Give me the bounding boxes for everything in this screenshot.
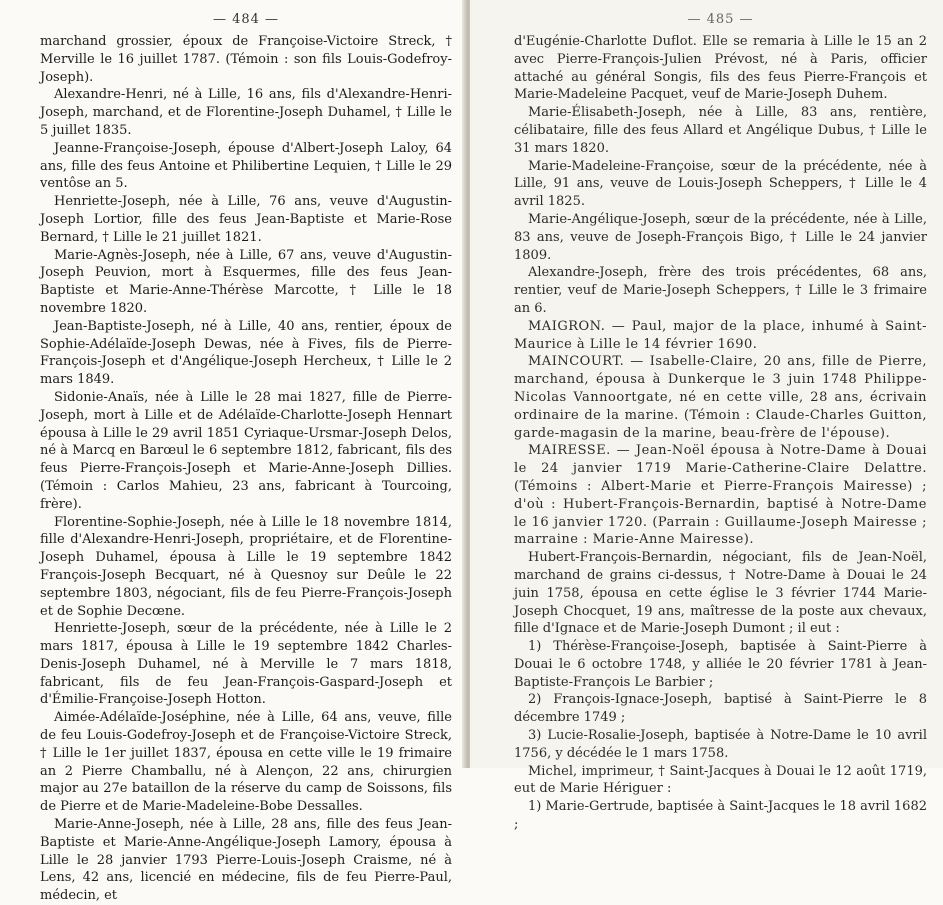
right-paragraph: 1) Marie-Gertrude, baptisée à Saint-Jacques le 18 avril 1682 ; xyxy=(514,799,927,833)
right-paragraph: Michel, imprimeur, † Saint-Jacques à Douai le 12 août 1719, eut de Marie Hériguer : xyxy=(514,763,927,797)
right-paragraph: d'Eugénie-Charlotte Duflot. Elle se remaria à Lille le 15 an 2 avec Pierre-François-Julien Prévost, né à Paris, officier attaché au général Songis, fils des feus Pierre-François et Marie-Madeleine Pacquet, veuf de Marie-Joseph Duhem. xyxy=(514,34,927,103)
right-page xyxy=(470,0,943,833)
right-paragraph: 2) François-Ignace-Joseph, baptisé à Saint-Pierre le 8 décembre 1749 ; xyxy=(514,692,927,726)
right-paragraph: Marie-Élisabeth-Joseph, née à Lille, 83 ans, rentière, célibataire, fille des feus Allard et Angélique Dubus, † Lille le 31 mars 1820. xyxy=(514,105,927,156)
page-number-right: — 485 — xyxy=(687,12,754,27)
left-paragraph: Marie-Anne-Joseph, née à Lille, 28 ans, fille des feus Jean-Baptiste et Marie-Anne-Angélique-Joseph Lamory, épousa à Lille le 28 janvier 1793 Pierre-Louis-Joseph Craisme, né à Lens, 42 ans, licencié en médecine, fils de feu Pierre-Paul, médecin, et xyxy=(40,817,452,904)
right-paragraph: 1) Thérèse-Françoise-Joseph, baptisée à Saint-Pierre à Douai le 6 octobre 1748, y alliée le 20 février 1781 à Jean-Baptiste-François Le Barbier ; xyxy=(514,639,927,690)
left-page xyxy=(0,0,466,904)
left-paragraph: marchand grossier, époux de Françoise-Victoire Streck, † Merville le 16 juillet 1787. (Témoin : son fils Louis-Godefroy-Joseph). xyxy=(40,34,452,85)
left-paragraph: Henriette-Joseph, sœur de la précédente, née à Lille le 2 mars 1817, épousa à Lille le 19 septembre 1842 Charles-Denis-Joseph Duhamel, né à Merville le 7 mars 1818, fabricant, fils de feu Jean-François-Gaspard-Joseph et d'Émilie-Françoise-Joseph Hotton. xyxy=(40,621,452,708)
right-paragraph: MAIRESSE. — Jean-Noël épousa à Notre-Dame à Douai le 24 janvier 1719 Marie-Catherine-Claire Delattre. (Témoins : Albert-Marie et Pierre-François Mairesse) ; d'où : Hubert-François-Bernardin, baptisé à Notre-Dame le 16 janvier 1720. (Parrain : Guillaume-Joseph Mairesse ; marraine : Marie-Anne Mairesse). xyxy=(514,443,927,548)
left-paragraph: Marie-Agnès-Joseph, née à Lille, 67 ans, veuve d'Augustin-Joseph Peuvion, mort à Esquermes, fille des feus Jean-Baptiste et Marie-Anne-Thérèse Marcotte, † Lille le 18 novembre 1820. xyxy=(40,247,452,316)
right-paragraph: Alexandre-Joseph, frère des trois précédentes, 68 ans, rentier, veuf de Marie-Joseph Scheppers, † Lille le 3 frimaire an 6. xyxy=(514,265,927,316)
left-paragraph: Florentine-Sophie-Joseph, née à Lille le 18 novembre 1814, fille d'Alexandre-Henri-Joseph, propriétaire, et de Florentine-Joseph Duhamel, épousa à Lille le 19 septembre 1842 François-Joseph Becquart, né à Quesnoy sur Deûle le 22 septembre 1803, négociant, fils de feu Pierre-François-Joseph et de Sophie Decœne. xyxy=(40,514,452,619)
left-paragraph: Jeanne-Françoise-Joseph, épouse d'Albert-Joseph Laloy, 64 ans, fille des feus Antoine et Philibertine Lequien, † Lille le 29 ventôse an 5. xyxy=(40,140,452,192)
left-paragraph: Aimée-Adélaïde-Joséphine, née à Lille, 64 ans, veuve, fille de feu Louis-Godefroy-Joseph et de Françoise-Victoire Streck, † Lille le 1er juillet 1837, épousa en cette ville le 19 frimaire an 2 Pierre Chamballu, né à Alençon, 22 ans, chirurgien major au 27e bataillon de la réserve du camp de Soissons, fils de Pierre et de Marie-Madeleine-Bobe Dessalles. xyxy=(40,710,452,815)
left-paragraph: Alexandre-Henri, né à Lille, 16 ans, fils d'Alexandre-Henri-Joseph, marchand, et de Florentine-Joseph Duhamel, † Lille le 5 juillet 1835. xyxy=(40,87,452,138)
right-paragraph: Marie-Madeleine-Françoise, sœur de la précédente, née à Lille, 91 ans, veuve de Louis-Joseph Scheppers, † Lille le 4 avril 1825. xyxy=(514,158,927,210)
right-paragraph: MAIGRON. — Paul, major de la place, inhumé à Saint-Maurice à Lille le 14 février 1690. xyxy=(514,318,927,352)
left-paragraph: Jean-Baptiste-Joseph, né à Lille, 40 ans, rentier, époux de Sophie-Adélaïde-Joseph Dewas, née à Fives, fils de Pierre-François-Joseph et d'Angélique-Joseph Hercheux, † Lille le 2 mars 1849. xyxy=(40,318,452,388)
right-paragraph: MAINCOURT. — Isabelle-Claire, 20 ans, fille de Pierre, marchand, épousa à Dunkerque le 3 juin 1748 Philippe-Nicolas Vannoortgate, né en cette ville, 28 ans, écrivain ordinaire de la marine. (Témoin : Claude-Charles Guitton, garde-magasin de la marine, beau-frère de l'épouse). xyxy=(514,354,927,441)
left-paragraph: Henriette-Joseph, née à Lille, 76 ans, veuve d'Augustin-Joseph Lortior, fille des feus Jean-Baptiste et Marie-Rose Bernard, † Lille le 21 juillet 1821. xyxy=(40,194,452,245)
page-number-left: — 484 — xyxy=(212,12,280,27)
right-paragraph: Marie-Angélique-Joseph, sœur de la précédente, née à Lille, 83 ans, veuve de Joseph-François Bigo, † Lille le 24 janvier 1809. xyxy=(514,211,927,263)
right-paragraph: Hubert-François-Bernardin, négociant, fils de Jean-Noël, marchand de grains ci-dessus, † Notre-Dame à Douai le 24 juin 1758, épousa en cette église le 3 février 1744 Marie-Joseph Chocquet, 19 ans, maîtresse de la poste aux chevaux, fille d'Ignace et de Marie-Joseph Dumont ; il eut : xyxy=(514,550,927,637)
left-paragraph: Sidonie-Anaïs, née à Lille le 28 mai 1827, fille de Pierre-Joseph, mort à Lille et de Adélaïde-Charlotte-Joseph Hennart épousa à Lille le 29 avril 1851 Cyriaque-Ursmar-Joseph Delos, né à Marcq en Barœul le 6 septembre 1812, fabricant, fils des feus Pierre-François-Joseph et Marie-Anne-Joseph Dillies. (Témoin : Carlos Mahieu, 23 ans, fabricant à Tourcoing, frère). xyxy=(40,389,452,512)
right-paragraph: 3) Lucie-Rosalie-Joseph, baptisée à Notre-Dame le 10 avril 1756, y décédée le 1 mars 1758. xyxy=(514,728,927,761)
